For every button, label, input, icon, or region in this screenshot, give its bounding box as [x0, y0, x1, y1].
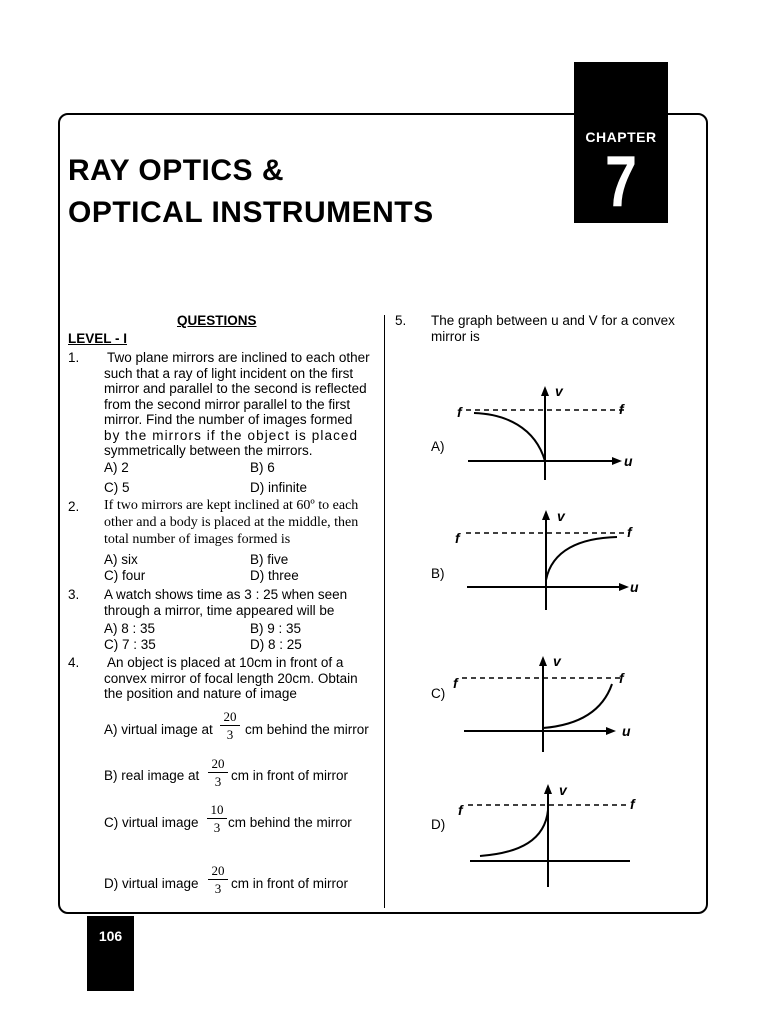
title-line-1: RAY OPTICS & [68, 154, 285, 187]
arrow-icon [539, 656, 547, 666]
option: B) [431, 566, 445, 581]
question-text-line: total number of images formed is [104, 532, 291, 547]
f-label: f [630, 796, 635, 812]
f-label: f [455, 530, 460, 546]
question-text-line: An object is placed at 10cm in front of a [107, 655, 344, 670]
option: B) real image at [104, 768, 200, 783]
question-text-line: A watch shows time as 3 : 25 when seen [104, 587, 348, 602]
curve [543, 684, 612, 728]
option: C) 7 : 35 [104, 637, 156, 652]
fraction-numerator: 20 [223, 709, 237, 724]
curve [474, 413, 545, 461]
v-label: v [555, 383, 563, 399]
question-text-line: the position and nature of image [104, 686, 297, 701]
level-heading: LEVEL - I [68, 331, 128, 346]
page-number-tab [87, 916, 134, 991]
question-text-line: The graph between u and V for a convex [431, 313, 675, 328]
fraction-denominator: 3 [226, 727, 234, 742]
graph-a [450, 380, 650, 490]
arrow-icon [619, 583, 629, 591]
fraction-numerator: 10 [210, 802, 224, 817]
question-number: 3. [68, 587, 80, 602]
arrow-icon [544, 784, 552, 794]
chapter-number: 7 [604, 142, 638, 222]
option: C) [431, 686, 446, 701]
fraction-denominator: 3 [214, 881, 222, 896]
arrow-icon [612, 457, 622, 465]
v-label: v [553, 653, 561, 669]
option: B) 6 [250, 460, 275, 475]
section-heading: QUESTIONS [177, 313, 257, 328]
option: D) 8 : 25 [250, 637, 302, 652]
arrow-icon [542, 510, 550, 520]
fraction-bar [208, 772, 228, 773]
fraction [205, 802, 229, 835]
title-line-2: OPTICAL INSTRUMENTS [68, 196, 434, 229]
option: cm behind the mirror [245, 722, 369, 737]
fraction-bar [208, 879, 228, 880]
question-number: 2. [68, 499, 80, 514]
u-label: u [630, 579, 639, 595]
f-label: f [627, 524, 632, 540]
graph-b [450, 505, 650, 615]
arrow-icon [606, 727, 616, 735]
f-label: f [453, 675, 458, 691]
option: C) four [104, 568, 146, 583]
option: cm behind the mirror [228, 815, 352, 830]
column-divider [384, 315, 385, 908]
option: B) 9 : 35 [250, 621, 302, 636]
option: D) virtual image [104, 876, 199, 891]
question-text-line: by the mirrors if the object is placed [104, 427, 359, 443]
arrow-icon [541, 386, 549, 396]
option: cm in front of mirror [231, 876, 349, 891]
fraction-numerator: 20 [211, 756, 225, 771]
question-text-line: such that a ray of light incident on the first [104, 365, 354, 381]
curve [480, 810, 548, 856]
option: D) three [250, 568, 299, 583]
fraction-numerator: 20 [211, 863, 225, 878]
fraction-bar [220, 725, 240, 726]
option: A) virtual image at [104, 722, 213, 737]
curve [546, 537, 617, 580]
question-text-line: mirror and parallel to the second is reflected [104, 381, 367, 396]
question-text-line: mirror is [431, 328, 480, 344]
option: A) 8 : 35 [104, 621, 156, 636]
f-label: f [619, 670, 624, 686]
option: D) [431, 817, 446, 832]
option: B) five [250, 552, 289, 567]
question-text-line: mirror. Find the number of images formed [104, 412, 353, 427]
f-label: f [457, 404, 462, 420]
question-text-line: through a mirror, time appeared will be [104, 602, 335, 618]
question-number: 4. [68, 655, 80, 670]
f-label: f [458, 802, 463, 818]
fraction-denominator: 3 [214, 774, 222, 789]
fraction-bar [207, 818, 227, 819]
question-text-line: other and a body is placed at the middle, then [104, 515, 359, 530]
chapter-badge [574, 62, 668, 223]
question-number: 1. [68, 350, 80, 365]
option: D) infinite [250, 480, 308, 495]
option: A) six [104, 552, 138, 567]
option: cm in front of mirror [231, 768, 349, 783]
page-number: 106 [98, 928, 123, 944]
fraction-denominator: 3 [213, 820, 221, 835]
chapter-title [68, 150, 434, 234]
question-number: 5. [395, 313, 407, 328]
option: C) virtual image [104, 815, 199, 830]
option: A) 2 [104, 460, 129, 475]
chapter-label: CHAPTER [585, 129, 657, 145]
v-label: v [557, 508, 565, 524]
question-text-line: symmetrically between the mirrors. [104, 443, 313, 458]
question-text-line: from the second mirror parallel to the first [104, 396, 351, 412]
v-label: v [559, 782, 567, 798]
question-text-line: If two mirrors are kept inclined at 60º to each [104, 498, 359, 513]
graph-d [450, 775, 650, 890]
question-text-line: Two plane mirrors are inclined to each other [107, 350, 370, 365]
f-label: f [619, 401, 624, 417]
u-label: u [622, 723, 631, 739]
option: C) 5 [104, 480, 130, 495]
fraction [218, 709, 242, 742]
option: A) [431, 439, 445, 454]
fraction [206, 863, 230, 896]
graph-c [450, 650, 650, 760]
question-text-line: convex mirror of focal length 20cm. Obtain [104, 670, 358, 686]
fraction [206, 756, 230, 789]
u-label: u [624, 453, 633, 469]
